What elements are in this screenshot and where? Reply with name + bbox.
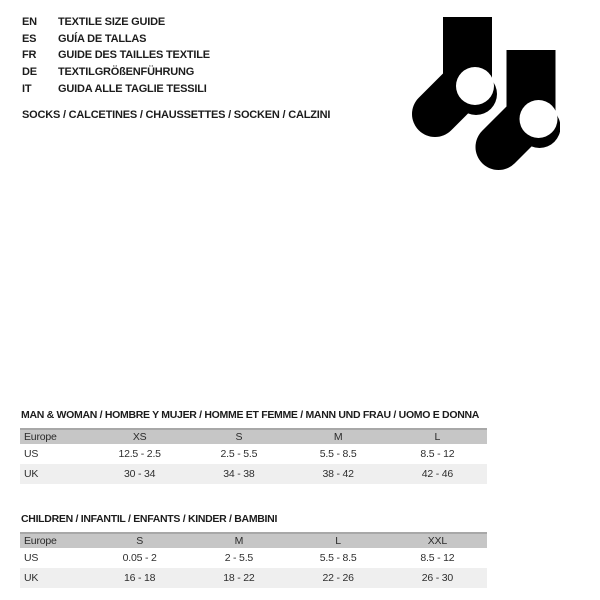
row-label-cell: UK <box>24 468 39 480</box>
language-code: ES <box>22 32 37 45</box>
socks-icon <box>405 8 560 183</box>
language-label: GUÍA DE TALLAS <box>58 32 147 45</box>
sock-front <box>499 50 561 148</box>
language-row <box>22 80 210 97</box>
value-cell: 2 - 5.5 <box>224 552 254 564</box>
language-row <box>22 47 210 64</box>
value-cell: 12.5 - 2.5 <box>118 448 161 460</box>
value-cell: 22 - 26 <box>322 572 354 584</box>
language-row <box>22 64 210 81</box>
value-cell: 30 - 34 <box>123 468 156 480</box>
table-header-row <box>20 429 487 444</box>
language-label: TEXTILGRÖßENFÜHRUNG <box>58 66 195 79</box>
row-label-cell: UK <box>24 572 39 584</box>
category-line: SOCKS / CALCETINES / CHAUSSETTES / SOCKEN / CALZINI <box>22 109 331 121</box>
language-guide-list <box>22 14 210 97</box>
value-cell: 5.5 - 8.5 <box>319 448 357 460</box>
header-cell: S <box>189 429 288 444</box>
table-title: MAN & WOMAN / HOMBRE Y MUJER / HOMME ET FEMME / MANN UND FRAU / UOMO E DONNA <box>21 409 480 421</box>
table-row <box>20 444 487 464</box>
language-code: IT <box>22 82 32 95</box>
value-cell: 5.5 - 8.5 <box>319 552 357 564</box>
language-label: GUIDE DES TAILLES TEXTILE <box>58 49 210 62</box>
language-code: EN <box>22 16 37 29</box>
value-cell: 16 - 18 <box>123 572 156 584</box>
language-row <box>22 14 210 31</box>
table-row <box>20 464 487 484</box>
value-cell: 18 - 22 <box>223 572 255 584</box>
table-row <box>20 568 487 588</box>
value-cell: 42 - 46 <box>421 468 454 480</box>
header-cell: XS <box>90 429 189 444</box>
header-cell: M <box>189 533 288 548</box>
header-cell: L <box>388 429 487 444</box>
sock-back <box>435 17 497 115</box>
value-cell: 38 - 42 <box>322 468 354 480</box>
language-code: FR <box>22 49 37 62</box>
value-cell: 2.5 - 5.5 <box>220 448 258 460</box>
row-label-cell: US <box>24 448 39 460</box>
table-title: CHILDREN / INFANTIL / ENFANTS / KINDER / BAMBINI <box>21 513 278 525</box>
value-cell: 0.05 - 2 <box>122 552 157 564</box>
table-row <box>20 548 487 568</box>
value-cell: 34 - 38 <box>223 468 255 480</box>
language-label: GUIDA ALLE TAGLIE TESSILI <box>58 82 207 95</box>
language-code: DE <box>22 66 37 79</box>
header-cell: Europe <box>20 429 90 444</box>
header-cell: M <box>289 429 388 444</box>
value-cell: 8.5 - 12 <box>420 448 455 460</box>
language-label: TEXTILE SIZE GUIDE <box>58 16 166 29</box>
header-cell: Europe <box>20 533 90 548</box>
size-table-children <box>20 511 483 588</box>
language-row <box>22 31 210 48</box>
header-cell: S <box>90 533 189 548</box>
table-header-row <box>20 533 487 548</box>
header-cell: L <box>289 533 388 548</box>
value-cell: 26 - 30 <box>421 572 454 584</box>
size-table-adult <box>20 407 483 484</box>
header-cell: XXL <box>388 533 487 548</box>
row-label-cell: US <box>24 552 39 564</box>
value-cell: 8.5 - 12 <box>420 552 455 564</box>
